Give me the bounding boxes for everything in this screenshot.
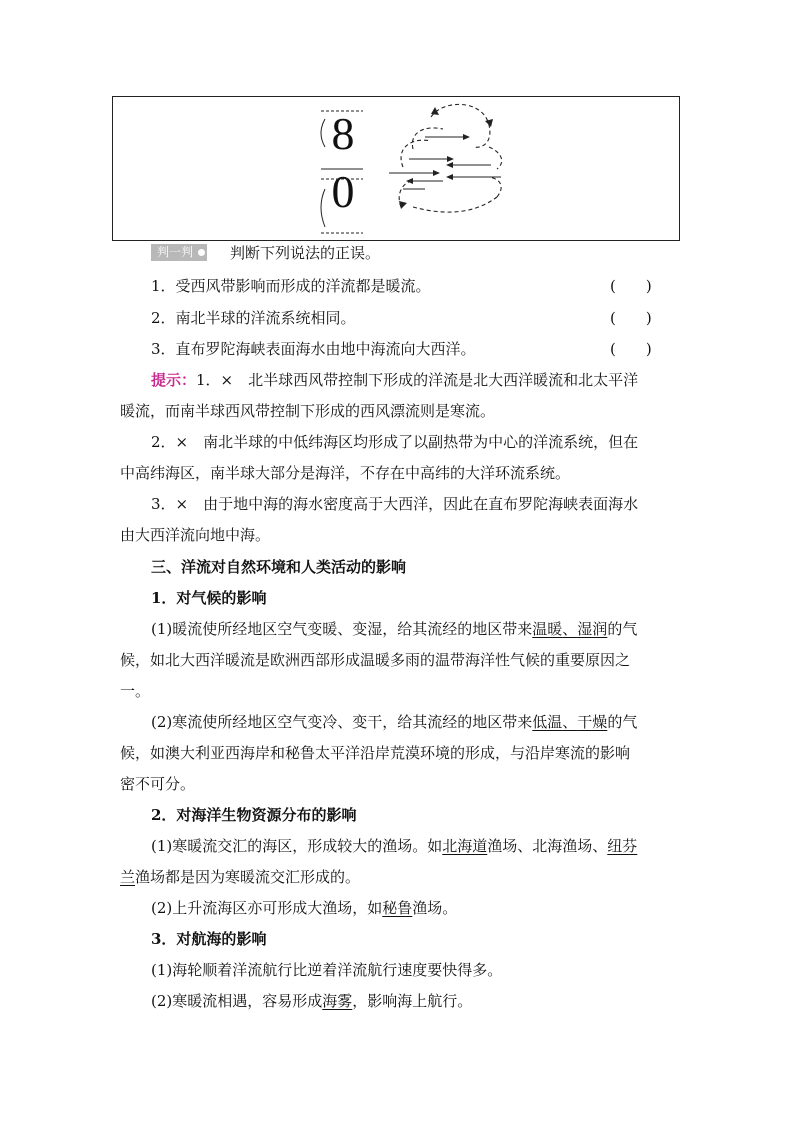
s2p1-line-a [151, 836, 637, 856]
sub-heading-3: 3．对航海的影响 [151, 930, 267, 948]
answer-paren-3: ( ) [610, 340, 652, 358]
hint-label: 提示： [151, 371, 197, 389]
hint-2-line-b: 中高纬海区，南半球大部分是海洋，不存在中高纬的大洋环流系统。 [120, 464, 571, 482]
s1p2-line-c: 密不可分。 [120, 775, 196, 793]
text-span: 的气 [607, 713, 638, 731]
text-span: 、 [562, 713, 578, 731]
hint-1-text: 1．× 北半球西风带控制下形成的洋流是北大西洋暖流和北太平洋 [196, 371, 639, 389]
s3p1-line: (1)海轮顺着洋流航行比逆着洋流航行速度要快得多。 [151, 961, 503, 979]
hint-3-line-a: 3．× 由于地中海的海水密度高于大西洋，因此在直布罗陀海峡表面海水 [151, 495, 639, 513]
hint-2-line-a: 2．× 南北半球的中低纬海区均形成了以副热带为中心的洋流系统，但在 [151, 433, 639, 451]
s1p1-line-c: 一。 [120, 682, 151, 700]
text-span: 渔场、北海渔场、 [487, 837, 608, 855]
figure-box [112, 96, 680, 241]
underlined-term: 湿润 [577, 620, 608, 638]
judge-tag [151, 244, 207, 261]
bullet-dot-icon [198, 249, 205, 256]
s3p2-line [151, 991, 472, 1011]
text-span: (2)寒暖流相遇，容易形成 [151, 992, 323, 1010]
s1p2-line-a [151, 712, 637, 732]
s1p1-line-b: 候，如北大西洋暖流是欧洲西部形成温暖多雨的温带海洋性气候的重要原因之 [120, 651, 631, 669]
s1p2-line-b: 候，如澳大利亚西海岸和秘鲁太平洋沿岸荒漠环境的形成，与沿岸寒流的影响 [120, 744, 631, 762]
underlined-term: 低温 [532, 713, 563, 731]
text-span: (2)上升流海区亦可形成大渔场，如 [151, 899, 383, 917]
answer-paren-2: ( ) [610, 309, 652, 327]
underlined-term: 海雾 [322, 992, 353, 1010]
underlined-term: 纽芬 [607, 837, 638, 855]
judge-item-1: 1．受西风带影响而形成的洋流都是暖流。 [151, 277, 431, 295]
digit-top: 8 [331, 108, 355, 159]
underlined-term: 温暖 [532, 620, 563, 638]
judge-item-2: 2．南北半球的洋流系统相同。 [151, 309, 356, 327]
underlined-term: 兰 [120, 868, 136, 886]
underlined-term: 干燥 [577, 713, 608, 731]
text-span: 渔场都是因为寒暖流交汇形成的。 [135, 868, 361, 886]
section-title: 三、洋流对自然环境和人类活动的影响 [151, 558, 407, 576]
text-span: 的气 [607, 620, 638, 638]
judge-instruction: 判断下列说法的正误。 [230, 244, 381, 262]
judge-item-3: 3．直布罗陀海峡表面海水由地中海流向大西洋。 [151, 340, 476, 358]
text-span: 、 [562, 620, 578, 638]
digit-bottom: 0 [331, 166, 355, 217]
s1p1-line-a [151, 619, 637, 639]
text-span: ，影响海上航行。 [352, 992, 473, 1010]
underlined-term: 秘鲁 [382, 899, 413, 917]
ocean-current-figure [113, 97, 681, 242]
s2p2-line [151, 898, 457, 918]
hint-1-line-a [151, 370, 638, 390]
underlined-term: 北海道 [442, 837, 488, 855]
text-span: (2)寒流使所经地区空气变冷、变干，给其流经的地区带来 [151, 713, 533, 731]
answer-paren-1: ( ) [610, 277, 652, 295]
hint-3-line-b: 由大西洋流向地中海。 [120, 526, 271, 544]
s2p1-line-b [120, 867, 360, 887]
hint-1-line-b: 暖流，而南半球西风带控制下形成的西风漂流则是寒流。 [120, 402, 496, 420]
sub-heading-2: 2．对海洋生物资源分布的影响 [151, 806, 357, 824]
sub-heading-1: 1．对气候的影响 [151, 589, 267, 607]
text-span: 渔场。 [412, 899, 458, 917]
judge-tag-label: 判一判 [157, 245, 194, 259]
text-span: (1)暖流使所经地区空气变暖、变湿，给其流经的地区带来 [151, 620, 533, 638]
text-span: (1)寒暖流交汇的海区，形成较大的渔场。如 [151, 837, 443, 855]
